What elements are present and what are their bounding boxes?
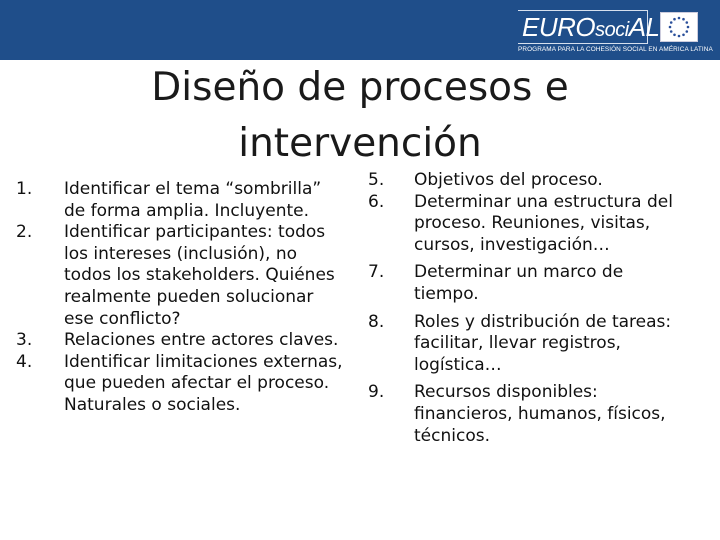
list-item: [368, 312, 693, 377]
item-text: Recursos disponibles: financieros, humanos, físicos, técnicos.: [414, 382, 666, 446]
right-numbered-list: [368, 170, 693, 447]
list-item: [16, 222, 346, 330]
item-text: Identificar el tema “sombrilla” de forma amplia. Incluyente.: [64, 179, 322, 221]
title-line-1: Diseño de procesos e: [151, 65, 569, 110]
left-numbered-list: [16, 179, 346, 417]
eurosocial-logo: [518, 4, 713, 56]
list-item: [16, 179, 346, 222]
item-number: 3.: [16, 330, 33, 351]
list-item: [368, 170, 693, 192]
item-text: Identificar participantes: todos los intereses (inclusión), no todos los stakeholders. Quiénes realmente pueden solucionar ese conflicto?: [64, 222, 335, 329]
logo-wordmark: EUROsociAL: [522, 12, 660, 42]
logo-subtitle: PROGRAMA PARA LA COHESIÓN SOCIAL EN AMÉRICA LATINA: [518, 46, 713, 53]
list-item: [368, 262, 693, 305]
title-line-2: intervención: [238, 121, 482, 166]
item-text: Relaciones entre actores claves.: [64, 330, 339, 351]
item-number: 9.: [368, 382, 385, 403]
item-number: 2.: [16, 222, 33, 243]
item-number: 5.: [368, 170, 385, 190]
item-text: Roles y distribución de tareas: facilitar, llevar registros, logística…: [414, 311, 672, 375]
item-number: 1.: [16, 179, 33, 199]
item-text: Determinar una estructura del proceso. Reuniones, visitas, cursos, investigación…: [414, 191, 673, 255]
item-number: 7.: [368, 262, 385, 283]
item-text: Determinar un marco de tiempo.: [414, 262, 624, 304]
list-item: [368, 382, 693, 447]
item-number: 6.: [368, 191, 385, 212]
header-bar: [0, 0, 720, 60]
item-text: Identificar limitaciones externas, que pueden afectar el proceso. Naturales o sociales.: [64, 351, 343, 415]
item-text: Objetivos del proceso.: [414, 170, 603, 190]
eu-flag-icon: [660, 12, 698, 42]
list-item: [16, 330, 346, 352]
slide-title: [60, 60, 660, 172]
item-number: 4.: [16, 351, 33, 372]
list-item: [16, 352, 346, 417]
list-item: [368, 192, 693, 257]
item-number: 8.: [368, 311, 385, 332]
